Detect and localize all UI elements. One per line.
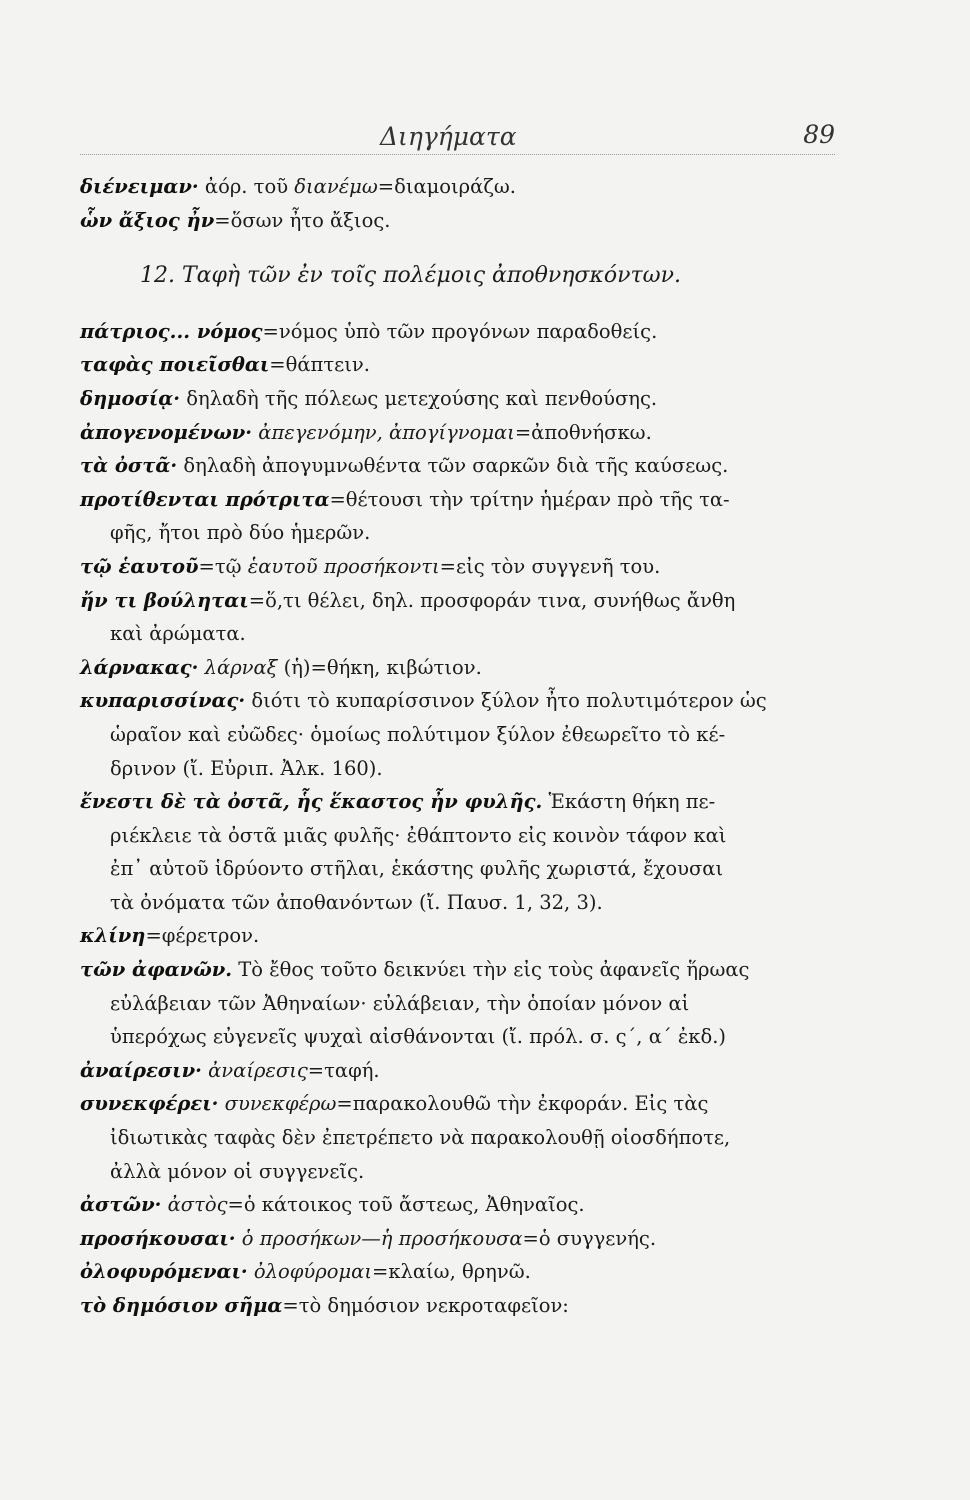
entry-larnakas xyxy=(80,651,835,685)
lemma: κυπαρισσίνας· xyxy=(80,689,246,713)
gloss: =τῷ xyxy=(198,554,248,578)
entry-dieneiman xyxy=(80,170,835,204)
gloss: =παρακολουθῶ τὴν ἐκφοράν. Εἰς τὰς xyxy=(336,1092,709,1116)
entry-enesti xyxy=(80,785,835,819)
gloss-italic: ἡ προσήκουσα xyxy=(380,1226,523,1250)
lemma: ἤν τι βούληται xyxy=(80,588,249,612)
gloss-continuation: φῆς, ἤτοι πρὸ δύο ἡμερῶν. xyxy=(110,521,371,545)
gloss: =τὸ δημόσιον νεκροταφεῖον: xyxy=(282,1294,569,1317)
spacer xyxy=(80,293,835,315)
gloss-continuation: καὶ ἀρώματα. xyxy=(110,622,246,646)
gloss: =θέτουσι τὴν τρίτην ἡμέραν πρὸ τῆς τα- xyxy=(329,487,730,511)
lemma: κλίνη xyxy=(80,924,146,948)
lemma: τὸ δημόσιον σῆμα xyxy=(80,1294,283,1317)
lemma: τῶν ἀφανῶν. xyxy=(80,958,233,982)
page-number: 89 xyxy=(803,120,835,149)
lemma: πάτριος... νόμος xyxy=(80,319,263,343)
gloss-continuation: ὡραῖον καὶ εὐῶδες· ὁμοίως πολύτιμον ξύλον ἐθεωρεῖτο τὸ κέ- xyxy=(110,722,726,746)
gloss-continuation: ριέκλειε τὰ ὀστᾶ μιᾶς φυλῆς· ἐθάπτοντο εἰς κοινὸν τάφον καὶ xyxy=(110,823,727,847)
lemma: τῷ ἑαυτοῦ xyxy=(80,554,199,578)
gloss-italic: λάρναξ xyxy=(198,655,278,679)
entry-prosikousai xyxy=(80,1222,835,1256)
lemma: τὰ ὀστᾶ· xyxy=(80,454,178,478)
lemma: διένειμαν· xyxy=(80,175,199,198)
gloss: δηλαδὴ τῆς πόλεως μετεχούσης καὶ πενθούσης. xyxy=(180,386,658,410)
commentary-text xyxy=(80,170,835,1323)
entry-en-ti-voulitai xyxy=(80,584,835,618)
gloss-italic: ἀναίρεσις xyxy=(201,1058,308,1082)
entry-aston xyxy=(80,1188,835,1222)
entry-patrios-nomos xyxy=(80,315,835,349)
gloss: =ταφή. xyxy=(307,1058,380,1082)
lemma: ταφὰς ποιεῖσθαι xyxy=(80,353,270,377)
lemma: ὀλοφυρόμεναι· xyxy=(80,1260,248,1284)
gloss-continuation: ἐπ᾽ αὐτοῦ ἱδρύοντο στῆλαι, ἑκάστης φυλῆς χωριστά, ἔχουσαι xyxy=(110,857,724,881)
gloss-italic: ἀστὸς xyxy=(161,1193,228,1217)
gloss: =εἰς τὸν συγγενῆ του. xyxy=(439,554,661,578)
entry-anairesin xyxy=(80,1054,835,1088)
gloss-italic: ἑαυτοῦ προσήκοντι xyxy=(247,554,440,578)
entry-kyparissinas xyxy=(80,684,835,718)
entry-on-axios xyxy=(80,204,835,238)
gloss-continuation: δρινον (ἴ. Εὐριπ. Ἀλκ. 160). xyxy=(110,756,383,780)
gloss: δηλαδὴ ἀπογυμνωθέντα τῶν σαρκῶν διὰ τῆς καύσεως. xyxy=(177,454,729,478)
gloss-continuation: εὐλάβειαν τῶν Ἀθηναίων· εὐλάβειαν, τὴν ὁποίαν μόνον αἱ xyxy=(110,991,690,1015)
gloss-italic: ὁ προσήκων xyxy=(235,1226,362,1250)
lemma: ὧν ἄξιος ἦν xyxy=(80,208,215,232)
gloss: =κλαίω, θρηνῶ. xyxy=(371,1260,531,1284)
entry-synekferei xyxy=(80,1087,835,1121)
gloss-continuation: ἰδιωτικὰς ταφὰς δὲν ἐπετρέπετο νὰ παρακολουθῇ οἱοσδήποτε, xyxy=(110,1126,731,1150)
entry-protithentai xyxy=(80,483,835,517)
gloss-italic: ἀπεγενόμην, ἀπογίγνομαι xyxy=(252,420,515,444)
entry-tafas-poieisthai xyxy=(80,348,835,382)
lemma: δημοσίᾳ· xyxy=(80,386,181,410)
entry-ta-osta xyxy=(80,449,835,483)
lemma: ἀστῶν· xyxy=(80,1193,162,1217)
entry-dimosia xyxy=(80,382,835,416)
gloss-continuation: τὰ ὀνόματα τῶν ἀποθανόντων (ἴ. Παυσ. 1, 32, 3). xyxy=(110,890,603,914)
gloss: =ἀποθνήσκω. xyxy=(514,420,652,444)
gloss: =θάπτειν. xyxy=(269,353,370,377)
lemma: λάρνακας· xyxy=(80,655,199,679)
gloss-italic: συνεκφέρω xyxy=(218,1092,337,1116)
section-heading: 12. Ταφὴ τῶν ἐν τοῖς πολέμοις ἀποθνησκόντων. xyxy=(140,263,681,289)
running-title: Διηγήματα xyxy=(380,122,517,151)
gloss: =ὅ,τι θέλει, δηλ. προσφοράν τινα, συνήθως ἄνθη xyxy=(248,588,736,612)
lemma: ἔνεστι δὲ τὰ ὀστᾶ, ἧς ἕκαστος ἦν φυλῆς. xyxy=(80,790,543,814)
gloss: =νόμος ὑπὸ τῶν προγόνων παραδοθείς. xyxy=(262,319,658,343)
gloss: — xyxy=(361,1226,381,1250)
gloss: (ἡ)=θήκη, κιβώτιον. xyxy=(277,655,482,679)
gloss: =ὅσων ἦτο ἄξιος. xyxy=(214,208,391,232)
entry-to-eautou xyxy=(80,550,835,584)
gloss: =ὁ κάτοικος τοῦ ἄστεως, Ἀθηναῖος. xyxy=(227,1193,585,1217)
gloss-italic: ὀλοφύρομαι xyxy=(247,1260,372,1284)
entry-ton-afanon xyxy=(80,953,835,987)
gloss: Τὸ ἔθος τοῦτο δεικνύει τὴν εἰς τοὺς ἀφανεῖς ἥρωας xyxy=(232,958,750,982)
gloss: διότι τὸ κυπαρίσσινον ξύλον ἦτο πολυτιμότερον ὡς xyxy=(245,689,767,713)
gloss: =φέρετρον. xyxy=(145,924,260,948)
gloss-italic: διανέμω xyxy=(294,175,378,198)
gloss-continuation: ἀλλὰ μόνον οἱ συγγενεῖς. xyxy=(110,1159,365,1183)
entry-apogenomenon xyxy=(80,416,835,450)
gloss-continuation: ὑπερόχως εὐγενεῖς ψυχαὶ αἰσθάνονται (ἴ. πρόλ. σ. ς΄, α΄ ἐκδ.) xyxy=(110,1025,727,1049)
entry-kline xyxy=(80,919,835,953)
page-header xyxy=(80,118,835,155)
entry-olofyromenai xyxy=(80,1255,835,1289)
lemma: προτίθενται πρότριτα xyxy=(80,487,330,511)
gloss: =διαμοιράζω. xyxy=(377,175,516,198)
lemma: ἀναίρεσιν· xyxy=(80,1058,202,1082)
lemma: ἀπογενομένων· xyxy=(80,420,253,444)
gloss: ἀόρ. τοῦ xyxy=(198,175,295,198)
entry-dimosion-sima xyxy=(80,1289,835,1323)
lemma: προσήκουσαι· xyxy=(80,1226,236,1250)
gloss: =ὁ συγγενής. xyxy=(522,1226,657,1250)
spacer xyxy=(80,237,835,259)
lemma: συνεκφέρει· xyxy=(80,1092,219,1116)
gloss: Ἑκάστη θήκη πε- xyxy=(542,790,716,814)
